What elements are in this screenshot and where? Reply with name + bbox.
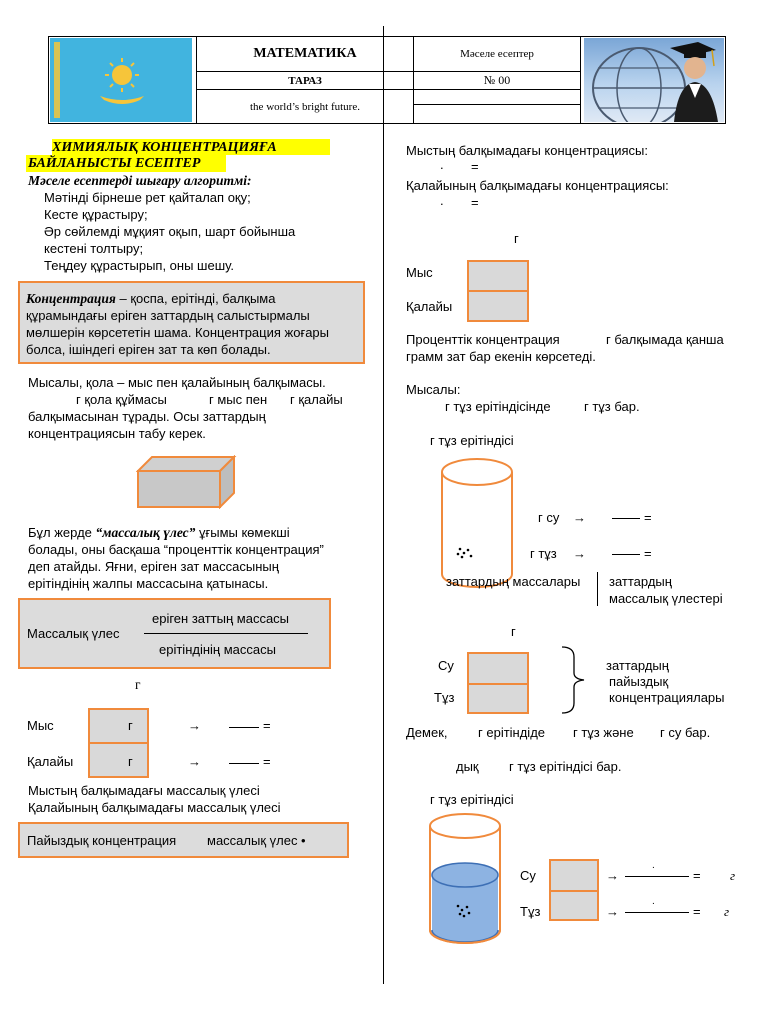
salt-cell: [467, 683, 529, 714]
algorithm-step: Кесте құрастыру;: [44, 207, 148, 222]
section-heading-line2: БАЙЛАНЫСТЫ ЕСЕПТЕР: [28, 156, 201, 171]
example-line: г қалайы: [290, 392, 343, 407]
percent-solution-text: г тұз ерітіндісі бар.: [509, 759, 622, 774]
definition-text: – қоспа, ерітінді, балқыма: [115, 291, 276, 306]
graduate-photo: [584, 38, 724, 122]
fraction-bar: [144, 633, 308, 634]
dot-mark: .: [440, 157, 444, 172]
bronze-ingot-icon: [136, 455, 238, 509]
header-title-cell: [196, 36, 414, 72]
dot-mark: .: [652, 896, 655, 907]
concentration-label-line: пайыздық: [609, 674, 669, 689]
percent-formula: массалық үлес •: [207, 833, 306, 848]
equals-sign: =: [644, 510, 652, 525]
alloy-total-label: г: [514, 231, 519, 246]
formula-numerator: еріген заттың массасы: [152, 611, 290, 626]
shares-label-line1: заттардың: [609, 574, 672, 589]
example-line: г қола құймасы: [76, 392, 167, 407]
mass-intro-term: “массалық үлес”: [95, 525, 196, 540]
fraction-bar: [625, 876, 689, 877]
header-motto: the world’s bright future.: [250, 101, 360, 113]
globe-graduate-icon: [584, 38, 724, 122]
equals-sign: =: [693, 868, 701, 883]
mass-share-line: Мыстың балқымадағы массалық үлесі: [28, 783, 260, 798]
tin-cell: [467, 290, 529, 322]
arrow-icon: →: [606, 904, 619, 919]
mass-intro-text: ұғымы көмекші: [195, 525, 290, 540]
percent-definition-line2: грамм зат бар екенін көрсетеді.: [406, 349, 596, 364]
formula-denominator: ерітіндінің массасы: [159, 642, 276, 657]
total-grams-label: г: [135, 677, 141, 692]
algorithm-step: Теңдеу құрастырып, оны шешу.: [44, 258, 234, 273]
water-mass-label: г су: [538, 510, 560, 525]
percent-label: Пайыздық концентрация: [27, 833, 177, 848]
kazakhstan-flag: [50, 38, 192, 122]
header-number-cell: [413, 71, 581, 90]
copper-cell: [467, 260, 529, 292]
conclusion-part: г ерітіндіде: [478, 725, 546, 740]
equals-sign: =: [471, 195, 479, 210]
fraction-bar: [625, 912, 689, 913]
header-section: Мәселе есептер: [460, 47, 534, 60]
example-line: концентрациясын табу керек.: [28, 426, 206, 441]
example-title: Мысалы:: [406, 382, 461, 397]
algorithm-step: Әр сөйлемді мұқият оқып, шарт бойынша: [44, 224, 296, 239]
arrow-icon: →: [188, 718, 201, 733]
mass-intro-line: [28, 525, 290, 541]
gram-unit: г: [724, 904, 730, 919]
fraction-bar: [229, 763, 259, 764]
dot-mark: .: [440, 193, 444, 208]
mass-share-line: Қалайының балқымадағы массалық үлесі: [28, 800, 281, 815]
conclusion-part: г тұз және: [573, 725, 634, 740]
tin-concentration-title: Қалайының балқымадағы концентрациясы:: [406, 178, 669, 193]
arrow-icon: →: [188, 754, 201, 769]
tin-label: Қалайы: [27, 754, 74, 769]
example-line: г мыс пен: [209, 392, 268, 407]
salt-cell: [549, 890, 599, 921]
copper-concentration-title: Мыстың балқымадағы концентрациясы:: [406, 143, 649, 158]
fraction-bar: [612, 518, 640, 519]
header-empty-cell: [413, 89, 581, 105]
conclusion-word: Демек,: [406, 725, 448, 740]
masses-label: заттардың массалары: [446, 574, 581, 589]
percent-definition-b: г балқымада қанша: [606, 332, 724, 347]
example-text-b: г тұз бар.: [584, 399, 640, 414]
flag-emblem-icon: [50, 38, 192, 122]
arrow-icon: →: [573, 510, 586, 525]
water-cell: [549, 859, 599, 892]
header-number: № 00: [483, 73, 511, 87]
algorithm-step: Мәтінді бірнеше рет қайталап оқу;: [44, 190, 251, 205]
equals-sign: =: [644, 546, 652, 561]
curly-brace-icon: [560, 645, 586, 715]
example-text-a: г тұз ерітіндісінде: [445, 399, 551, 414]
header-section-cell: [413, 36, 581, 72]
mass-intro-line: болады, оны басқаша “проценттік концентрация”: [28, 542, 324, 557]
formula-label: Массалық үлес: [27, 626, 120, 641]
salt-label: Тұз: [434, 690, 455, 705]
definition-line: [26, 291, 275, 307]
mass-intro-line: ерітіндінің жалпы массасына қатынасы.: [28, 576, 269, 591]
percent-word: дық: [456, 759, 479, 774]
arrow-icon: →: [573, 546, 586, 561]
separator-line: [597, 572, 598, 606]
water-label: Су: [438, 658, 454, 673]
mass-intro-line: деп атайды. Яғни, еріген зат массасының: [28, 559, 279, 574]
concentration-label-line: заттардың: [606, 658, 669, 673]
water-label: Су: [520, 868, 536, 883]
algorithm-title: Мәселе есептерді шығару алгоритмі:: [28, 173, 252, 188]
tin-unit: г: [128, 754, 133, 769]
algorithm-step: кестені толтыру;: [44, 241, 144, 256]
solution-total-label: г: [511, 624, 516, 639]
header-city-cell: [196, 71, 414, 90]
shares-label-line2: массалық үлестері: [609, 591, 723, 606]
definition-line: құрамындағы еріген заттардың салыстырмалы: [26, 308, 310, 323]
definition-line: болса, ішіндегі еріген зат та көп болады.: [26, 342, 271, 357]
mass-intro-text: Бұл жерде: [28, 525, 96, 540]
dot-mark: .: [652, 860, 655, 871]
header-empty-cell-2: [413, 104, 581, 124]
conclusion-part: г су бар.: [660, 725, 711, 740]
example-line: Мысалы, қола – мыс пен қалайының балқымасы.: [28, 375, 326, 390]
copper-label: Мыс: [406, 265, 433, 280]
solution-label-2: г тұз ерітіндісі: [430, 792, 514, 807]
copper-cell: [88, 708, 149, 744]
tin-cell: [88, 742, 149, 778]
header-motto-cell: [196, 89, 414, 124]
salt-mass-label: г тұз: [530, 546, 557, 561]
gram-unit: г: [730, 868, 736, 883]
arrow-icon: →: [606, 868, 619, 883]
page-title: МАТЕМАТИКА: [253, 45, 357, 61]
concentration-label-line: концентрациялары: [609, 690, 725, 705]
header-city: ТАРАЗ: [288, 74, 322, 87]
solution-cylinder-icon: [440, 457, 514, 589]
equals-sign: =: [471, 159, 479, 174]
fraction-bar: [229, 727, 259, 728]
water-cell: [467, 652, 529, 685]
water-cylinder-icon: [428, 812, 502, 946]
copper-unit: г: [128, 718, 133, 733]
equals-sign: =: [263, 754, 271, 769]
tin-label: Қалайы: [406, 299, 453, 314]
equals-sign: =: [693, 904, 701, 919]
column-divider: [383, 26, 384, 984]
definition-line: мөлшерін көрсететін шама. Концентрация жоғары: [26, 325, 329, 340]
fraction-bar: [612, 554, 640, 555]
section-heading-line1: ХИМИЯЛЫҚ КОНЦЕНТРАЦИЯҒА: [52, 140, 277, 155]
copper-label: Мыс: [27, 718, 54, 733]
equals-sign: =: [263, 718, 271, 733]
salt-label: Тұз: [520, 904, 541, 919]
percent-definition-a: Проценттік концентрация: [406, 332, 560, 347]
example-line: балқымасынан тұрады. Осы заттардың: [28, 409, 266, 424]
definition-term: Концентрация: [26, 291, 116, 306]
solution-label: г тұз ерітіндісі: [430, 433, 514, 448]
